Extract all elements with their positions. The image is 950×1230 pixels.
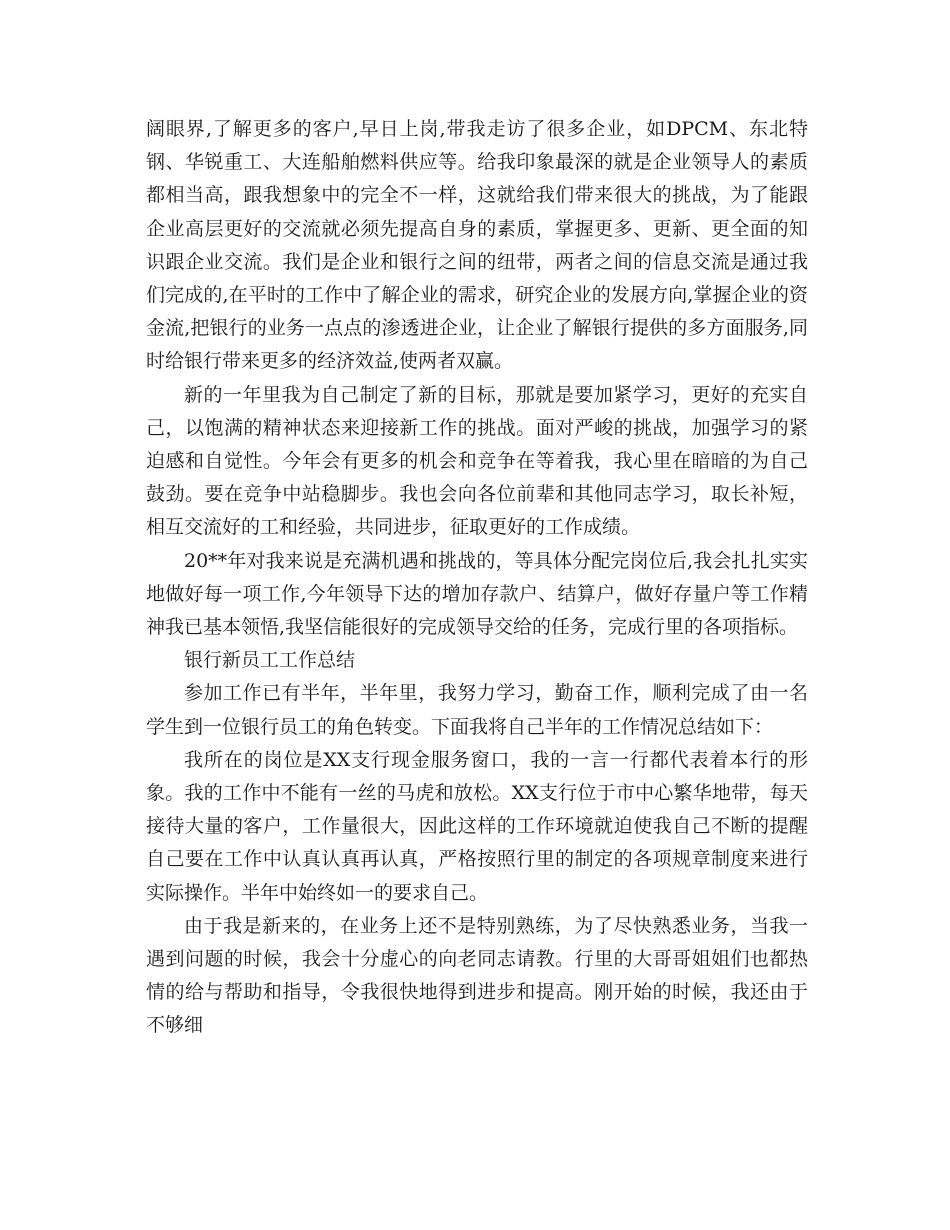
document-body [146,113,808,1043]
paragraph-1: 阔眼界,了解更多的客户,早日上岗,带我走访了很多企业，如DPCM、东北特钢、华锐重工、大连船舶燃料供应等。给我印象最深的就是企业领导人的素质都相当高，跟我想象中的完全不一样，这就给我们带来很大的挑战，为了能跟企业高层更好的交流就必须先提高自身的素质，掌握更多、更新、更全面的知识跟企业交流。我们是企业和银行之间的纽带，两者之间的信息交流是通过我们完成的,在平时的工作中了解企业的需求，研究企业的发展方向,掌握企业的资金流,把银行的业务一点点的渗透进企业，让企业了解银行提供的多方面服务,同时给银行带来更多的经济效益,使两者双赢。 [146,118,808,373]
paragraph-5: 我所在的岗位是XX支行现金服务窗口，我的一言一行都代表着本行的形象。我的工作中不能有一丝的马虎和放松。XX支行位于市中心繁华地带，每天接待大量的客户，工作量很大，因此这样的工作环境就迫使我自己不断的提醒自己要在工作中认真认真再认真，严格按照行里的制定的各项规章制度来进行实际操作。半年中始终如一的要求自己。 [146,748,808,904]
paragraph-4: 参加工作已有半年，半年里，我努力学习，勤奋工作，顺利完成了由一名学生到一位银行员工的角色转变。下面我将自己半年的工作情况总结如下： [146,682,808,738]
paragraph-6: 由于我是新来的，在业务上还不是特别熟练，为了尽快熟悉业务，当我一遇到问题的时候，我会十分虚心的向老同志请教。行里的大哥哥姐姐们也都热情的给与帮助和指导，令我很快地得到进步和提高。刚开始的时候，我还由于不够细 [146,914,808,1037]
paragraph-2: 新的一年里我为自己制定了新的目标，那就是要加紧学习，更好的充实自己，以饱满的精神状态来迎接新工作的挑战。面对严峻的挑战，加强学习的紧迫感和自觉性。今年会有更多的机会和竞争在等着我，我心里在暗暗的为自己鼓劲。要在竞争中站稳脚步。我也会向各位前辈和其他同志学习，取长补短，相互交流好的工和经验，共同进步，征取更好的工作成绩。 [146,383,808,539]
paragraph-3: 20**年对我来说是充满机遇和挑战的，等具体分配完岗位后,我会扎扎实实地做好每一项工作,今年领导下达的增加存款户、结算户，做好存量户等工作精神我已基本领悟,我坚信能很好的完成领导交给的任务，完成行里的各项指标。 [146,549,808,639]
section-title: 银行新员工工作总结 [184,649,356,672]
